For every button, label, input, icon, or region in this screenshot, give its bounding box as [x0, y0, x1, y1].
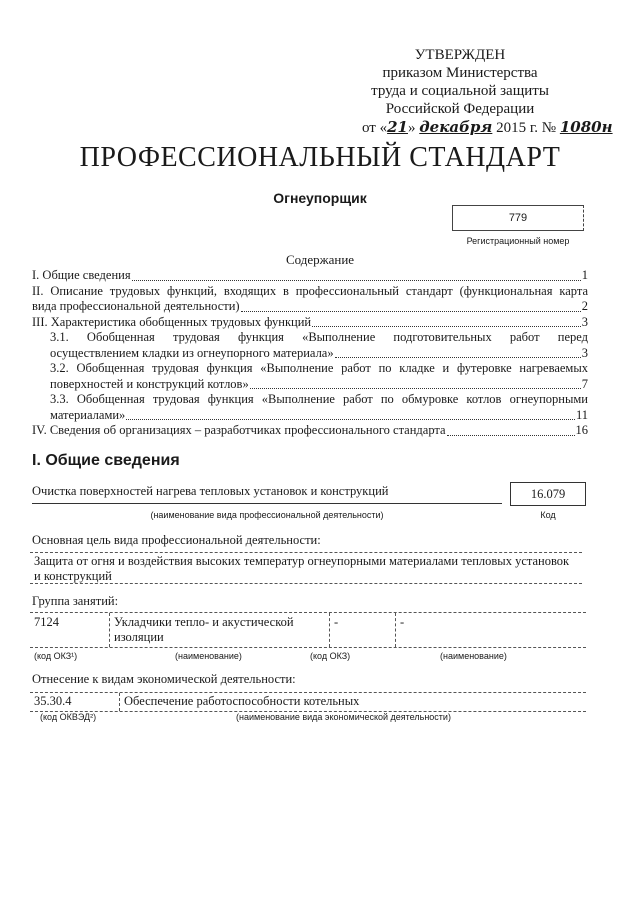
toc-item[interactable]	[32, 315, 588, 331]
approval-line: приказом Министерства	[382, 65, 538, 81]
section-title: I. Общие сведения	[32, 452, 180, 469]
approval-line: Российской Федерации	[385, 101, 535, 117]
toc-item-text: I. Общие сведения	[32, 268, 131, 282]
okz-name2-cell: -	[400, 615, 405, 629]
toc-item-text: II. Описание трудовых функций, входящих в профессиональный стандарт (функциональная карта	[32, 283, 588, 298]
toc-title: Содержание	[285, 252, 355, 267]
okz-code-cell: 7124	[30, 613, 110, 647]
date-day: 21	[387, 118, 408, 136]
toc-item-text: поверхностей и конструкций котлов»	[50, 376, 249, 391]
toc-item[interactable]	[32, 392, 588, 423]
table-of-contents	[32, 268, 588, 439]
econ-activity-row	[30, 692, 586, 712]
goal-label: Основная цель вида профессиональной деятельности:	[32, 533, 321, 547]
approval-date	[362, 118, 613, 137]
activity-caption: (наименование вида профессиональной деятельности)	[150, 510, 384, 520]
group-caption: (код ОКЗ¹)	[34, 651, 78, 661]
toc-item-text: осуществлением кладки из огнеупорного материала»	[50, 345, 334, 360]
toc-item[interactable]	[32, 423, 588, 439]
toc-item-page: 3	[581, 314, 588, 329]
order-number: 1080н	[559, 118, 613, 136]
toc-item-page: 1	[581, 268, 588, 282]
okved-name-cell: Обеспечение работоспособности котельных	[124, 694, 360, 708]
toc-item-page: 3	[581, 345, 588, 360]
toc-item-text: материалами»	[50, 407, 126, 422]
toc-item-text: IV. Сведения об организациях – разработчиках профессионального стандарта	[32, 423, 446, 437]
date-mid: »	[407, 120, 420, 136]
profession-name: Огнеупорщик	[273, 190, 367, 206]
date-prefix: от «	[362, 120, 388, 136]
group-caption: (код ОКЗ)	[310, 651, 351, 661]
group-caption: (наименование)	[440, 651, 507, 661]
activity-code-box: 16.079	[510, 482, 586, 506]
activity-name: Очистка поверхностей нагрева тепловых установок и конструкций	[32, 484, 502, 504]
okz-name-cell: Укладчики тепло- и акустической изоляции	[110, 613, 330, 647]
toc-item-text: 3.2. Обобщенная трудовая функция «Выполнение работ по кладке и футеровке нагреваемых	[50, 361, 588, 375]
econ-caption: (наименование вида экономической деятельности)	[236, 712, 451, 722]
okved-code-cell: 35.30.4	[30, 693, 120, 711]
registration-number-box: 779	[452, 205, 584, 231]
code-caption: Код	[540, 510, 556, 520]
toc-item-page: 7	[581, 376, 588, 391]
approval-title: УТВЕРЖДЕН	[414, 47, 506, 63]
group-label: Группа занятий:	[32, 594, 119, 608]
date-month: декабря	[419, 118, 493, 136]
date-year: 2015 г. №	[492, 120, 557, 136]
toc-item[interactable]	[32, 268, 588, 284]
okz-code2-cell: -	[330, 613, 396, 647]
toc-item[interactable]	[32, 330, 588, 361]
page-title: ПРОФЕССИОНАЛЬНЫЙ СТАНДАРТ	[79, 142, 561, 173]
approval-line: труда и социальной защиты	[371, 83, 549, 99]
toc-item-page: 2	[581, 299, 588, 313]
registration-label: Регистрационный номер	[466, 236, 570, 246]
toc-item-page: 11	[575, 407, 588, 422]
toc-item-text: 3.3. Обобщенная трудовая функция «Выполнение работ по обмуровке котлов огнеупорными	[50, 392, 588, 406]
goal-text: Защита от огня и воздействия высоких температур огнеупорными материалами тепловых установок и конструкций	[30, 552, 582, 584]
toc-item[interactable]	[32, 284, 588, 315]
approval-block	[360, 46, 560, 118]
econ-caption: (код ОКВЭД²)	[40, 712, 97, 722]
occupation-group-table	[30, 612, 586, 648]
toc-item[interactable]	[32, 361, 588, 392]
toc-item-page: 16	[575, 423, 588, 437]
toc-item-text: вида профессиональной деятельности)	[32, 299, 240, 313]
toc-item-text: III. Характеристика обобщенных трудовых функций	[32, 314, 312, 329]
toc-item-text: 3.1. Обобщенная трудовая функция «Выполнение подготовительных работ перед	[50, 330, 588, 344]
group-caption: (наименование)	[175, 651, 242, 661]
econ-label: Отнесение к видам экономической деятельности:	[32, 672, 296, 686]
